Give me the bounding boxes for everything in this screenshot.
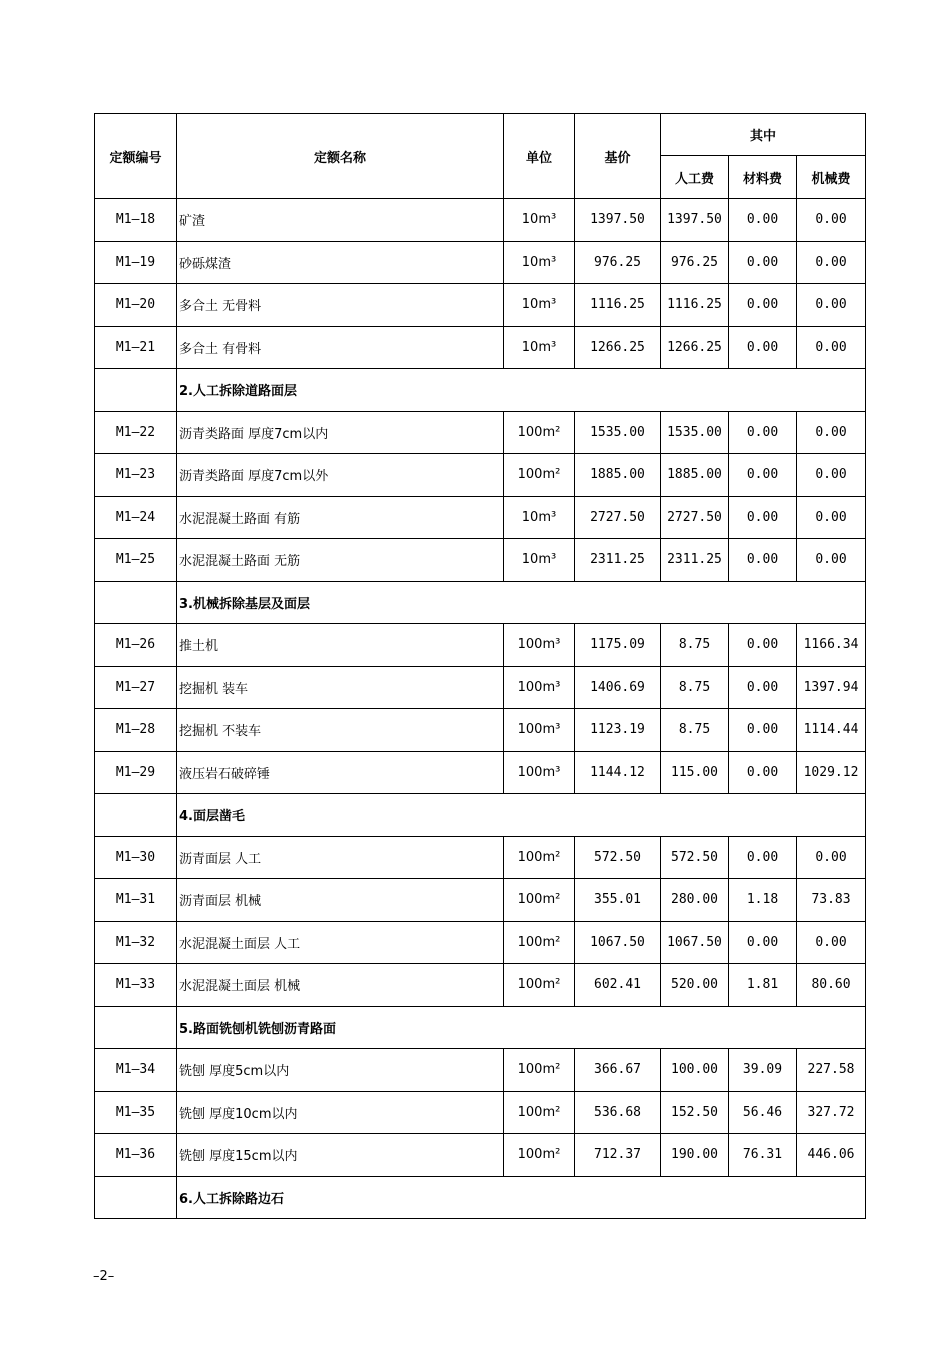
base-price: 1116.25 xyxy=(575,284,661,327)
quota-name: 水泥混凝土路面 无筋 xyxy=(177,539,504,582)
labor-cost: 115.00 xyxy=(661,751,729,794)
base-price: 1397.50 xyxy=(575,199,661,242)
table-row xyxy=(95,964,866,1007)
quota-code: M1–32 xyxy=(95,921,177,964)
unit: 100m² xyxy=(504,964,575,1007)
unit: 10m³ xyxy=(504,496,575,539)
quota-code: M1–33 xyxy=(95,964,177,1007)
material-cost: 0.00 xyxy=(729,241,797,284)
machine-cost: 0.00 xyxy=(797,921,866,964)
labor-cost: 1535.00 xyxy=(661,411,729,454)
quota-code: M1–24 xyxy=(95,496,177,539)
machine-cost: 0.00 xyxy=(797,241,866,284)
quota-code: M1–26 xyxy=(95,624,177,667)
table-row xyxy=(95,624,866,667)
quota-name: 沥青面层 机械 xyxy=(177,879,504,922)
header-base-price: 基价 xyxy=(575,114,661,199)
quota-name: 推土机 xyxy=(177,624,504,667)
unit: 10m³ xyxy=(504,284,575,327)
quota-code: M1–27 xyxy=(95,666,177,709)
quota-code: M1–36 xyxy=(95,1134,177,1177)
base-price: 536.68 xyxy=(575,1091,661,1134)
unit: 100m² xyxy=(504,411,575,454)
material-cost: 0.00 xyxy=(729,624,797,667)
quota-code: M1–20 xyxy=(95,284,177,327)
section-row xyxy=(95,794,866,837)
material-cost: 56.46 xyxy=(729,1091,797,1134)
base-price: 1535.00 xyxy=(575,411,661,454)
machine-cost: 1397.94 xyxy=(797,666,866,709)
unit: 100m² xyxy=(504,1134,575,1177)
material-cost: 0.00 xyxy=(729,284,797,327)
material-cost: 0.00 xyxy=(729,921,797,964)
machine-cost: 1114.44 xyxy=(797,709,866,752)
unit: 10m³ xyxy=(504,241,575,284)
unit: 100m² xyxy=(504,879,575,922)
material-cost: 0.00 xyxy=(729,751,797,794)
base-price: 355.01 xyxy=(575,879,661,922)
section-title: 4.面层凿毛 xyxy=(177,794,866,837)
header-row-1 xyxy=(95,114,866,156)
unit: 100m³ xyxy=(504,709,575,752)
base-price: 1885.00 xyxy=(575,454,661,497)
quota-code: M1–21 xyxy=(95,326,177,369)
quota-name: 水泥混凝土面层 人工 xyxy=(177,921,504,964)
quota-name: 多合土 无骨料 xyxy=(177,284,504,327)
quota-name: 挖掘机 装车 xyxy=(177,666,504,709)
page-number: –2– xyxy=(93,1269,115,1284)
base-price: 1144.12 xyxy=(575,751,661,794)
section-row xyxy=(95,369,866,412)
quota-name: 多合土 有骨料 xyxy=(177,326,504,369)
base-price: 602.41 xyxy=(575,964,661,1007)
section-title: 5.路面铣刨机铣刨沥青路面 xyxy=(177,1006,866,1049)
machine-cost: 0.00 xyxy=(797,454,866,497)
header-unit: 单位 xyxy=(504,114,575,199)
header-material: 材料费 xyxy=(729,156,797,199)
table-row xyxy=(95,921,866,964)
labor-cost: 976.25 xyxy=(661,241,729,284)
table-row xyxy=(95,1134,866,1177)
quota-name: 铣刨 厚度15cm以内 xyxy=(177,1134,504,1177)
unit: 10m³ xyxy=(504,199,575,242)
material-cost: 0.00 xyxy=(729,454,797,497)
base-price: 1406.69 xyxy=(575,666,661,709)
machine-cost: 0.00 xyxy=(797,496,866,539)
table-row xyxy=(95,709,866,752)
base-price: 1067.50 xyxy=(575,921,661,964)
header-of-which: 其中 xyxy=(661,114,866,156)
quota-name: 液压岩石破碎锤 xyxy=(177,751,504,794)
quota-code: M1–22 xyxy=(95,411,177,454)
quota-code: M1–31 xyxy=(95,879,177,922)
quota-code: M1–29 xyxy=(95,751,177,794)
machine-cost: 446.06 xyxy=(797,1134,866,1177)
quota-table xyxy=(94,113,866,1219)
section-title: 6.人工拆除路边石 xyxy=(177,1176,866,1219)
labor-cost: 8.75 xyxy=(661,666,729,709)
quota-name: 砂砾煤渣 xyxy=(177,241,504,284)
material-cost: 1.81 xyxy=(729,964,797,1007)
table-row xyxy=(95,326,866,369)
material-cost: 0.00 xyxy=(729,496,797,539)
labor-cost: 1266.25 xyxy=(661,326,729,369)
labor-cost: 2311.25 xyxy=(661,539,729,582)
quota-name: 水泥混凝土路面 有筋 xyxy=(177,496,504,539)
table-row xyxy=(95,879,866,922)
quota-code: M1–19 xyxy=(95,241,177,284)
machine-cost: 327.72 xyxy=(797,1091,866,1134)
labor-cost: 8.75 xyxy=(661,709,729,752)
labor-cost: 1397.50 xyxy=(661,199,729,242)
base-price: 1266.25 xyxy=(575,326,661,369)
material-cost: 1.18 xyxy=(729,879,797,922)
base-price: 1175.09 xyxy=(575,624,661,667)
labor-cost: 152.50 xyxy=(661,1091,729,1134)
machine-cost: 227.58 xyxy=(797,1049,866,1092)
material-cost: 0.00 xyxy=(729,709,797,752)
unit: 100m² xyxy=(504,836,575,879)
header-name: 定额名称 xyxy=(177,114,504,199)
header-labor: 人工费 xyxy=(661,156,729,199)
unit: 100m² xyxy=(504,1049,575,1092)
machine-cost: 1029.12 xyxy=(797,751,866,794)
section-code-cell xyxy=(95,581,177,624)
table-body xyxy=(95,199,866,1219)
material-cost: 0.00 xyxy=(729,539,797,582)
labor-cost: 1116.25 xyxy=(661,284,729,327)
table-row xyxy=(95,539,866,582)
unit: 100m³ xyxy=(504,666,575,709)
table-row xyxy=(95,411,866,454)
quota-name: 矿渣 xyxy=(177,199,504,242)
header-code: 定额编号 xyxy=(95,114,177,199)
section-code-cell xyxy=(95,369,177,412)
table-row xyxy=(95,1091,866,1134)
table-row xyxy=(95,241,866,284)
material-cost: 0.00 xyxy=(729,326,797,369)
material-cost: 76.31 xyxy=(729,1134,797,1177)
table-row xyxy=(95,199,866,242)
quota-code: M1–23 xyxy=(95,454,177,497)
section-row xyxy=(95,1176,866,1219)
labor-cost: 1067.50 xyxy=(661,921,729,964)
labor-cost: 280.00 xyxy=(661,879,729,922)
labor-cost: 2727.50 xyxy=(661,496,729,539)
labor-cost: 520.00 xyxy=(661,964,729,1007)
machine-cost: 0.00 xyxy=(797,284,866,327)
section-title: 3.机械拆除基层及面层 xyxy=(177,581,866,624)
header-machine: 机械费 xyxy=(797,156,866,199)
labor-cost: 572.50 xyxy=(661,836,729,879)
base-price: 2311.25 xyxy=(575,539,661,582)
section-row xyxy=(95,1006,866,1049)
section-code-cell xyxy=(95,1176,177,1219)
base-price: 712.37 xyxy=(575,1134,661,1177)
section-row xyxy=(95,581,866,624)
unit: 100m² xyxy=(504,921,575,964)
quota-name: 挖掘机 不装车 xyxy=(177,709,504,752)
quota-name: 水泥混凝土面层 机械 xyxy=(177,964,504,1007)
table-row xyxy=(95,751,866,794)
quota-name: 铣刨 厚度5cm以内 xyxy=(177,1049,504,1092)
quota-code: M1–18 xyxy=(95,199,177,242)
material-cost: 0.00 xyxy=(729,411,797,454)
machine-cost: 0.00 xyxy=(797,411,866,454)
section-title: 2.人工拆除道路面层 xyxy=(177,369,866,412)
table-row xyxy=(95,666,866,709)
material-cost: 39.09 xyxy=(729,1049,797,1092)
base-price: 366.67 xyxy=(575,1049,661,1092)
base-price: 572.50 xyxy=(575,836,661,879)
machine-cost: 0.00 xyxy=(797,326,866,369)
unit: 100m² xyxy=(504,1091,575,1134)
table-row xyxy=(95,836,866,879)
quota-code: M1–30 xyxy=(95,836,177,879)
machine-cost: 73.83 xyxy=(797,879,866,922)
unit: 100m² xyxy=(504,454,575,497)
unit: 10m³ xyxy=(504,326,575,369)
table-row xyxy=(95,454,866,497)
machine-cost: 1166.34 xyxy=(797,624,866,667)
table-row xyxy=(95,284,866,327)
base-price: 1123.19 xyxy=(575,709,661,752)
quota-code: M1–35 xyxy=(95,1091,177,1134)
machine-cost: 80.60 xyxy=(797,964,866,1007)
unit: 100m³ xyxy=(504,624,575,667)
machine-cost: 0.00 xyxy=(797,199,866,242)
quota-code: M1–25 xyxy=(95,539,177,582)
material-cost: 0.00 xyxy=(729,666,797,709)
quota-name: 沥青类路面 厚度7cm以内 xyxy=(177,411,504,454)
base-price: 2727.50 xyxy=(575,496,661,539)
section-code-cell xyxy=(95,1006,177,1049)
labor-cost: 1885.00 xyxy=(661,454,729,497)
material-cost: 0.00 xyxy=(729,199,797,242)
section-code-cell xyxy=(95,794,177,837)
labor-cost: 190.00 xyxy=(661,1134,729,1177)
quota-code: M1–28 xyxy=(95,709,177,752)
material-cost: 0.00 xyxy=(729,836,797,879)
unit: 100m³ xyxy=(504,751,575,794)
quota-code: M1–34 xyxy=(95,1049,177,1092)
quota-name: 沥青面层 人工 xyxy=(177,836,504,879)
unit: 10m³ xyxy=(504,539,575,582)
table-row xyxy=(95,496,866,539)
labor-cost: 100.00 xyxy=(661,1049,729,1092)
machine-cost: 0.00 xyxy=(797,539,866,582)
quota-name: 沥青类路面 厚度7cm以外 xyxy=(177,454,504,497)
base-price: 976.25 xyxy=(575,241,661,284)
labor-cost: 8.75 xyxy=(661,624,729,667)
table-row xyxy=(95,1049,866,1092)
quota-name: 铣刨 厚度10cm以内 xyxy=(177,1091,504,1134)
machine-cost: 0.00 xyxy=(797,836,866,879)
